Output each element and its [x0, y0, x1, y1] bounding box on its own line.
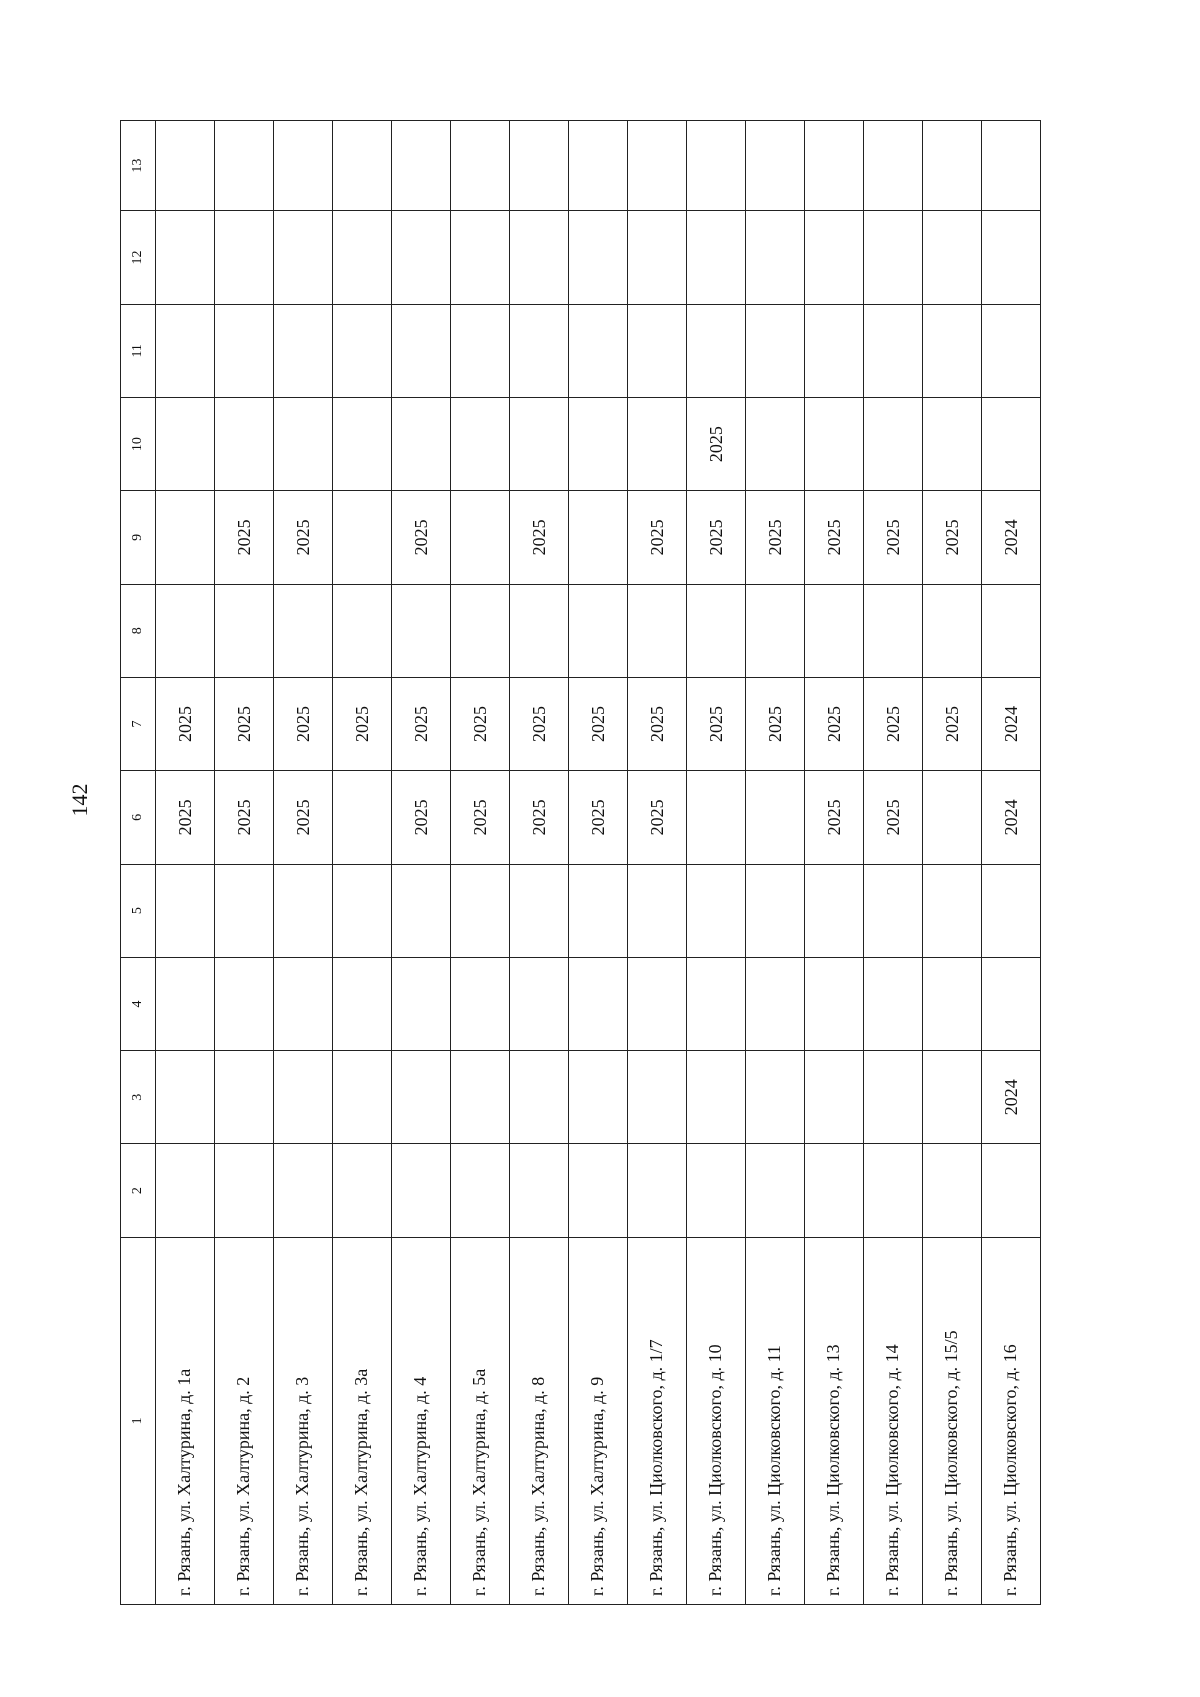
year-cell-col-6	[687, 771, 746, 864]
table-row	[451, 121, 510, 1605]
year-cell-col-13	[628, 121, 687, 211]
schedule-table-container	[120, 120, 1080, 1605]
address-cell: г. Рязань, ул. Циолковского, д. 13	[805, 1237, 864, 1604]
year-cell-col-13	[982, 121, 1041, 211]
year-cell-col-8	[333, 584, 392, 677]
year-cell-col-5	[392, 864, 451, 957]
year-cell-col-13	[392, 121, 451, 211]
year-cell-col-8	[805, 584, 864, 677]
address-cell: г. Рязань, ул. Циолковского, д. 10	[687, 1237, 746, 1604]
year-cell-col-10	[569, 397, 628, 490]
year-cell-col-10	[392, 397, 451, 490]
year-cell-col-11	[628, 304, 687, 397]
year-cell-col-9: 2025	[274, 491, 333, 584]
year-cell-col-10	[746, 397, 805, 490]
column-header-4: 4	[121, 957, 156, 1050]
column-header-3: 3	[121, 1051, 156, 1144]
year-cell-col-3	[805, 1051, 864, 1144]
year-cell-col-5	[628, 864, 687, 957]
year-cell-col-12	[746, 211, 805, 304]
year-cell-col-10	[805, 397, 864, 490]
table-row	[628, 121, 687, 1605]
year-cell-col-9	[156, 491, 215, 584]
year-cell-col-10	[274, 397, 333, 490]
year-cell-col-5	[569, 864, 628, 957]
year-cell-col-12	[687, 211, 746, 304]
year-cell-col-13	[687, 121, 746, 211]
year-cell-col-4	[923, 957, 982, 1050]
year-cell-col-3	[392, 1051, 451, 1144]
column-header-8: 8	[121, 584, 156, 677]
year-cell-col-4	[805, 957, 864, 1050]
year-cell-col-2	[628, 1144, 687, 1237]
year-cell-col-6: 2025	[628, 771, 687, 864]
address-cell: г. Рязань, ул. Циолковского, д. 11	[746, 1237, 805, 1604]
year-cell-col-11	[982, 304, 1041, 397]
year-cell-col-2	[215, 1144, 274, 1237]
year-cell-col-11	[215, 304, 274, 397]
year-cell-col-13	[569, 121, 628, 211]
address-cell: г. Рязань, ул. Циолковского, д. 15/5	[923, 1237, 982, 1604]
year-cell-col-7: 2025	[156, 677, 215, 770]
table-row	[156, 121, 215, 1605]
year-cell-col-6	[746, 771, 805, 864]
year-cell-col-12	[333, 211, 392, 304]
year-cell-col-11	[805, 304, 864, 397]
year-cell-col-9: 2025	[392, 491, 451, 584]
year-cell-col-7: 2025	[746, 677, 805, 770]
year-cell-col-10	[451, 397, 510, 490]
year-cell-col-9: 2025	[864, 491, 923, 584]
year-cell-col-9	[569, 491, 628, 584]
year-cell-col-8	[628, 584, 687, 677]
year-cell-col-2	[333, 1144, 392, 1237]
year-cell-col-11	[392, 304, 451, 397]
year-cell-col-12	[864, 211, 923, 304]
year-cell-col-3	[687, 1051, 746, 1144]
year-cell-col-10: 2025	[687, 397, 746, 490]
year-cell-col-7: 2025	[805, 677, 864, 770]
year-cell-col-10	[982, 397, 1041, 490]
year-cell-col-11	[687, 304, 746, 397]
table-row	[805, 121, 864, 1605]
year-cell-col-11	[864, 304, 923, 397]
year-cell-col-12	[923, 211, 982, 304]
year-cell-col-7: 2024	[982, 677, 1041, 770]
page-number: 142	[67, 783, 92, 817]
year-cell-col-3	[746, 1051, 805, 1144]
year-cell-col-10	[628, 397, 687, 490]
year-cell-col-10	[864, 397, 923, 490]
year-cell-col-8	[451, 584, 510, 677]
table-row	[569, 121, 628, 1605]
year-cell-col-7: 2025	[451, 677, 510, 770]
year-cell-col-2	[805, 1144, 864, 1237]
year-cell-col-7: 2025	[510, 677, 569, 770]
year-cell-col-5	[215, 864, 274, 957]
year-cell-col-2	[156, 1144, 215, 1237]
year-cell-col-9: 2025	[805, 491, 864, 584]
column-header-12: 12	[121, 211, 156, 304]
year-cell-col-3	[510, 1051, 569, 1144]
year-cell-col-3: 2024	[982, 1051, 1041, 1144]
year-cell-col-10	[156, 397, 215, 490]
year-cell-col-3	[274, 1051, 333, 1144]
column-header-10: 10	[121, 397, 156, 490]
address-cell: г. Рязань, ул. Циолковского, д. 14	[864, 1237, 923, 1604]
year-cell-col-11	[510, 304, 569, 397]
year-cell-col-12	[805, 211, 864, 304]
year-cell-col-2	[569, 1144, 628, 1237]
table-row	[215, 121, 274, 1605]
year-cell-col-8	[215, 584, 274, 677]
year-cell-col-5	[746, 864, 805, 957]
address-cell: г. Рязань, ул. Циолковского, д. 1/7	[628, 1237, 687, 1604]
year-cell-col-6: 2025	[864, 771, 923, 864]
year-cell-col-5	[687, 864, 746, 957]
year-cell-col-2	[274, 1144, 333, 1237]
column-header-7: 7	[121, 677, 156, 770]
year-cell-col-8	[569, 584, 628, 677]
column-header-2: 2	[121, 1144, 156, 1237]
year-cell-col-12	[982, 211, 1041, 304]
year-cell-col-4	[392, 957, 451, 1050]
year-cell-col-8	[746, 584, 805, 677]
year-cell-col-3	[864, 1051, 923, 1144]
year-cell-col-13	[333, 121, 392, 211]
year-cell-col-12	[451, 211, 510, 304]
year-cell-col-4	[156, 957, 215, 1050]
year-cell-col-13	[156, 121, 215, 211]
table-row	[274, 121, 333, 1605]
year-cell-col-6: 2025	[569, 771, 628, 864]
year-cell-col-11	[333, 304, 392, 397]
year-cell-col-11	[746, 304, 805, 397]
year-cell-col-2	[923, 1144, 982, 1237]
year-cell-col-2	[392, 1144, 451, 1237]
header-row	[121, 121, 156, 1605]
table-row	[923, 121, 982, 1605]
year-cell-col-8	[923, 584, 982, 677]
year-cell-col-6: 2025	[156, 771, 215, 864]
year-cell-col-2	[687, 1144, 746, 1237]
year-cell-col-12	[510, 211, 569, 304]
year-cell-col-4	[510, 957, 569, 1050]
year-cell-col-3	[923, 1051, 982, 1144]
year-cell-col-3	[451, 1051, 510, 1144]
year-cell-col-4	[215, 957, 274, 1050]
year-cell-col-9: 2025	[510, 491, 569, 584]
year-cell-col-2	[510, 1144, 569, 1237]
year-cell-col-7: 2025	[392, 677, 451, 770]
year-cell-col-2	[864, 1144, 923, 1237]
year-cell-col-7: 2025	[274, 677, 333, 770]
year-cell-col-7: 2025	[687, 677, 746, 770]
column-header-1: 1	[121, 1237, 156, 1604]
year-cell-col-7: 2025	[864, 677, 923, 770]
year-cell-col-9: 2025	[215, 491, 274, 584]
address-cell: г. Рязань, ул. Халтурина, д. 1а	[156, 1237, 215, 1604]
year-cell-col-10	[333, 397, 392, 490]
year-cell-col-10	[510, 397, 569, 490]
year-cell-col-4	[451, 957, 510, 1050]
table-row	[746, 121, 805, 1605]
year-cell-col-13	[215, 121, 274, 211]
year-cell-col-10	[923, 397, 982, 490]
year-cell-col-5	[274, 864, 333, 957]
year-cell-col-4	[333, 957, 392, 1050]
year-cell-col-7: 2025	[333, 677, 392, 770]
year-cell-col-8	[392, 584, 451, 677]
year-cell-col-13	[923, 121, 982, 211]
table-row	[864, 121, 923, 1605]
table-row	[392, 121, 451, 1605]
year-cell-col-9: 2025	[628, 491, 687, 584]
year-cell-col-4	[628, 957, 687, 1050]
column-header-6: 6	[121, 771, 156, 864]
year-cell-col-6: 2025	[451, 771, 510, 864]
year-cell-col-6: 2024	[982, 771, 1041, 864]
year-cell-col-8	[982, 584, 1041, 677]
year-cell-col-8	[274, 584, 333, 677]
year-cell-col-6: 2025	[215, 771, 274, 864]
schedule-table	[120, 120, 1041, 1605]
year-cell-col-6	[923, 771, 982, 864]
year-cell-col-13	[805, 121, 864, 211]
year-cell-col-2	[982, 1144, 1041, 1237]
year-cell-col-3	[628, 1051, 687, 1144]
address-cell: г. Рязань, ул. Халтурина, д. 8	[510, 1237, 569, 1604]
year-cell-col-2	[746, 1144, 805, 1237]
year-cell-col-11	[451, 304, 510, 397]
year-cell-col-12	[215, 211, 274, 304]
table-row	[687, 121, 746, 1605]
year-cell-col-13	[451, 121, 510, 211]
column-header-9: 9	[121, 491, 156, 584]
year-cell-col-11	[569, 304, 628, 397]
year-cell-col-6	[333, 771, 392, 864]
year-cell-col-11	[156, 304, 215, 397]
year-cell-col-6: 2025	[274, 771, 333, 864]
year-cell-col-13	[746, 121, 805, 211]
table-row	[982, 121, 1041, 1605]
year-cell-col-12	[392, 211, 451, 304]
address-cell: г. Рязань, ул. Халтурина, д. 4	[392, 1237, 451, 1604]
address-cell: г. Рязань, ул. Халтурина, д. 9	[569, 1237, 628, 1604]
year-cell-col-11	[274, 304, 333, 397]
year-cell-col-11	[923, 304, 982, 397]
address-cell: г. Рязань, ул. Халтурина, д. 5а	[451, 1237, 510, 1604]
year-cell-col-5	[805, 864, 864, 957]
year-cell-col-4	[982, 957, 1041, 1050]
year-cell-col-6: 2025	[805, 771, 864, 864]
year-cell-col-9: 2024	[982, 491, 1041, 584]
year-cell-col-9	[451, 491, 510, 584]
year-cell-col-7: 2025	[215, 677, 274, 770]
year-cell-col-3	[156, 1051, 215, 1144]
year-cell-col-5	[923, 864, 982, 957]
year-cell-col-13	[274, 121, 333, 211]
year-cell-col-10	[215, 397, 274, 490]
year-cell-col-5	[510, 864, 569, 957]
year-cell-col-9: 2025	[923, 491, 982, 584]
year-cell-col-5	[333, 864, 392, 957]
year-cell-col-8	[687, 584, 746, 677]
year-cell-col-4	[864, 957, 923, 1050]
year-cell-col-4	[687, 957, 746, 1050]
year-cell-col-5	[982, 864, 1041, 957]
address-cell: г. Рязань, ул. Халтурина, д. 3а	[333, 1237, 392, 1604]
year-cell-col-12	[156, 211, 215, 304]
year-cell-col-8	[156, 584, 215, 677]
year-cell-col-4	[274, 957, 333, 1050]
table-row	[510, 121, 569, 1605]
year-cell-col-5	[156, 864, 215, 957]
year-cell-col-13	[510, 121, 569, 211]
year-cell-col-2	[451, 1144, 510, 1237]
year-cell-col-7: 2025	[628, 677, 687, 770]
year-cell-col-6: 2025	[392, 771, 451, 864]
year-cell-col-4	[569, 957, 628, 1050]
column-header-11: 11	[121, 304, 156, 397]
year-cell-col-8	[864, 584, 923, 677]
column-header-5: 5	[121, 864, 156, 957]
year-cell-col-7: 2025	[569, 677, 628, 770]
year-cell-col-12	[628, 211, 687, 304]
year-cell-col-3	[569, 1051, 628, 1144]
year-cell-col-9	[333, 491, 392, 584]
year-cell-col-7: 2025	[923, 677, 982, 770]
year-cell-col-6: 2025	[510, 771, 569, 864]
address-cell: г. Рязань, ул. Халтурина, д. 3	[274, 1237, 333, 1604]
year-cell-col-5	[451, 864, 510, 957]
year-cell-col-4	[746, 957, 805, 1050]
address-cell: г. Рязань, ул. Халтурина, д. 2	[215, 1237, 274, 1604]
year-cell-col-5	[864, 864, 923, 957]
year-cell-col-9: 2025	[746, 491, 805, 584]
year-cell-col-12	[274, 211, 333, 304]
table-row	[333, 121, 392, 1605]
address-cell: г. Рязань, ул. Циолковского, д. 16	[982, 1237, 1041, 1604]
year-cell-col-8	[510, 584, 569, 677]
column-header-13: 13	[121, 121, 156, 211]
year-cell-col-9: 2025	[687, 491, 746, 584]
table-body	[156, 121, 1041, 1605]
year-cell-col-12	[569, 211, 628, 304]
year-cell-col-3	[333, 1051, 392, 1144]
year-cell-col-3	[215, 1051, 274, 1144]
year-cell-col-13	[864, 121, 923, 211]
